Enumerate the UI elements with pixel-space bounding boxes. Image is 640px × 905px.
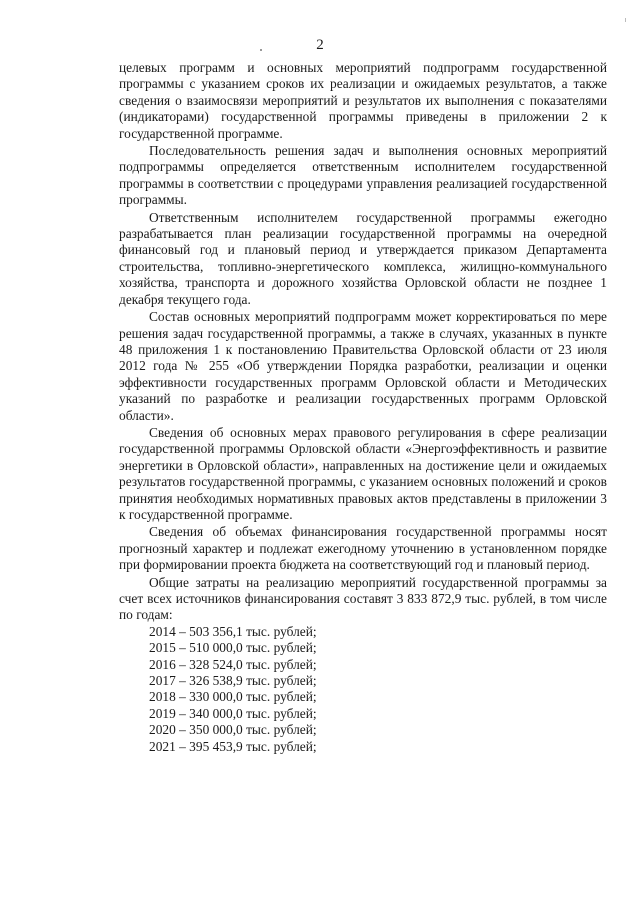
page-number: 2 — [316, 37, 324, 53]
paragraph: Сведения об объемах финансирования государственной программы носят прогнозный характер и подлежат ежегодному уточнению в установленном порядке при формировании проекта бюджета на соответствующий год и плановый период. — [119, 524, 607, 573]
funding-by-year-list — [119, 624, 607, 755]
paragraph: целевых программ и основных мероприятий подпрограмм государственной программы с указанием сроков их реализации и ожидаемых результатов, а также сведения о взаимосвязи мероприятий и результатов их выполнения с показателями (индикаторами) государственной программы приведены в приложении 2 к государственной программе. — [119, 60, 607, 141]
funding-year-item: 2016 – 328 524,0 тыс. рублей; — [149, 656, 317, 672]
funding-year-item: 2014 – 503 356,1 тыс. рублей; — [149, 623, 317, 639]
funding-year-item: 2018 – 330 000,0 тыс. рублей; — [149, 689, 317, 705]
funding-year-item: 2021 – 395 453,9 тыс. рублей; — [149, 738, 317, 754]
funding-year-item: 2019 – 340 000,0 тыс. рублей; — [149, 705, 317, 721]
document-body — [119, 60, 607, 755]
scan-speck — [625, 18, 626, 22]
paragraph: Общие затраты на реализацию мероприятий государственной программы за счет всех источников финансирования составят 3 833 872,9 тыс. рублей, в том числе по годам: — [119, 574, 607, 623]
paragraph: Последовательность решения задач и выполнения основных мероприятий подпрограммы определяется ответственным исполнителем государственной программы в соответствии с процедурами управления реализацией государственной программы. — [119, 143, 607, 208]
paragraph: Ответственным исполнителем государственной программы ежегодно разрабатывается план реализации государственной программы на очередной финансовый год и плановый период и утверждается приказом Департамента строительства, топливно-энергетического комплекса, жилищно-коммунального хозяйства, транспорта и дорожного хозяйства Орловской области не позднее 1 декабря текущего года. — [119, 209, 607, 307]
funding-year-item: 2015 – 510 000,0 тыс. рублей; — [149, 640, 317, 656]
paragraph: Сведения об основных мерах правового регулирования в сфере реализации государственной программы Орловской области «Энергоэффективность и развитие энергетики в Орловской области», направленных на достижение цели и ожидаемых результатов государственной программы, с указанием основных положений и сроков принятия необходимых нормативных правовых актов представлены в приложении 3 к государственной программе. — [119, 424, 607, 522]
funding-year-item: 2020 – 350 000,0 тыс. рублей; — [149, 722, 317, 738]
paragraph: Состав основных мероприятий подпрограмм может корректироваться по мере решения задач государственной программы, а также в случаях, указанных в пункте 48 приложения 1 к постановлению Правительства Орловской области от 23 июля 2012 года № 255 «Об утверждении Порядка разработки, реализации и оценки эффективности государственных программ Орловской области и Методических указаний по разработке и реализации государственных программ Орловской области». — [119, 309, 607, 423]
funding-year-item: 2017 – 326 538,9 тыс. рублей; — [149, 673, 317, 689]
